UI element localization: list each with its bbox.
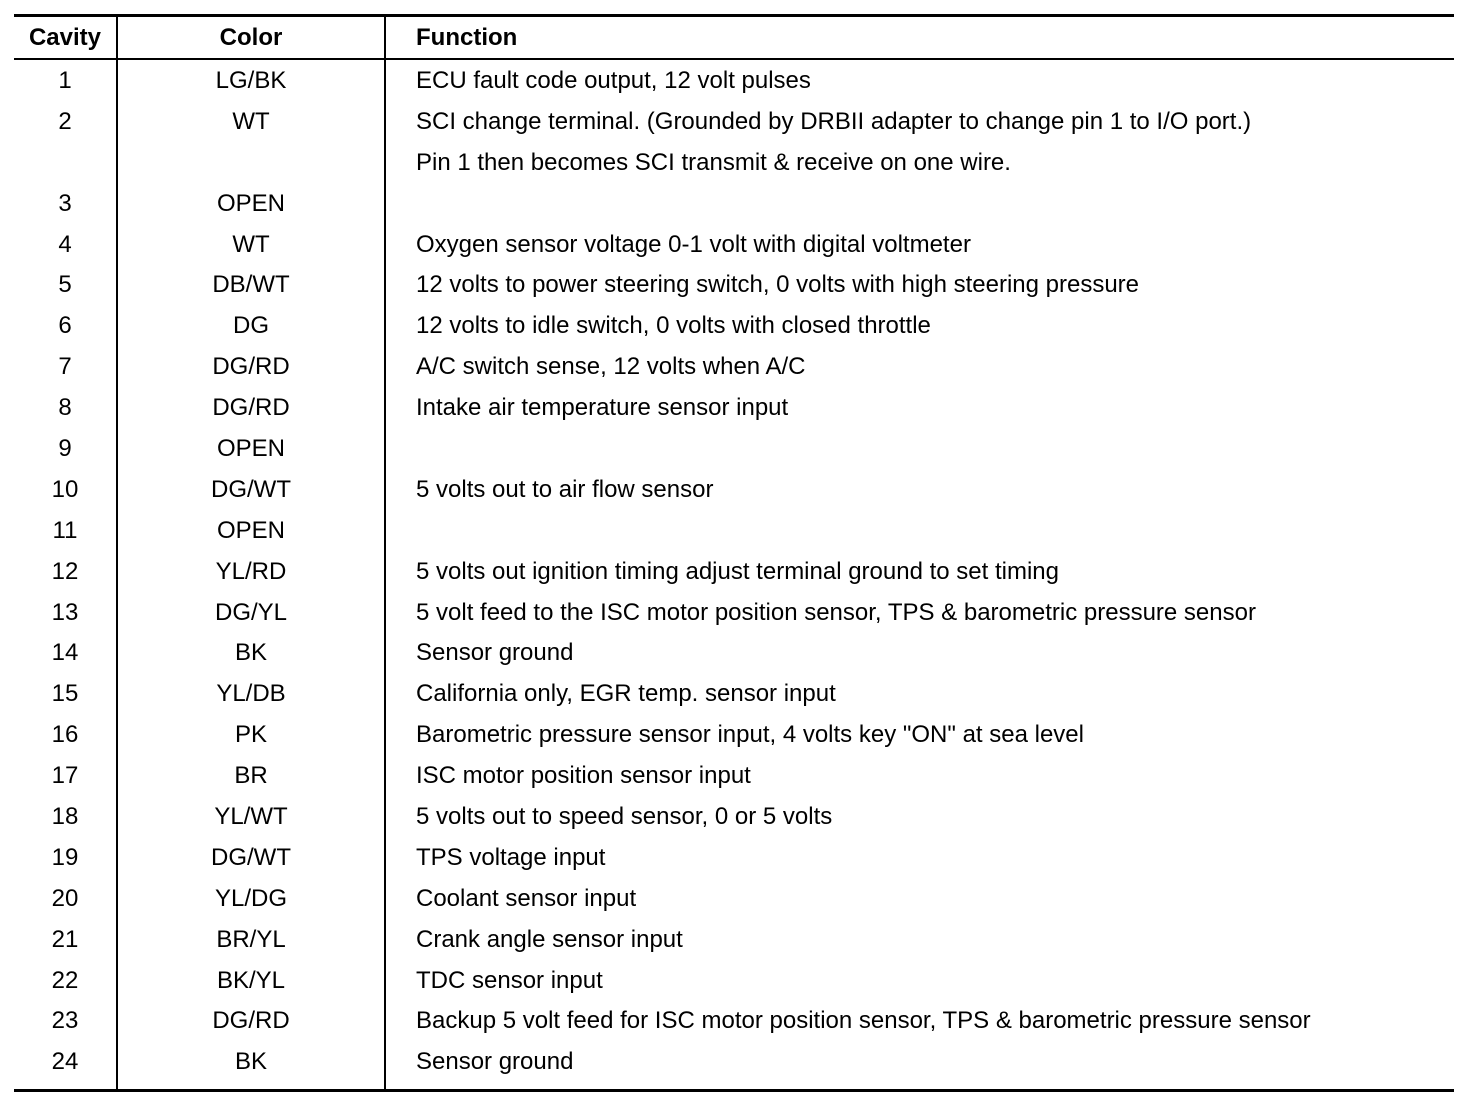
cavity-cell: 6 xyxy=(58,312,72,340)
cavity-cell: 19 xyxy=(51,843,79,871)
cavity-cell: 17 xyxy=(51,762,79,790)
table-header xyxy=(14,17,1454,58)
color-cell: DG/YL xyxy=(214,598,288,626)
cavity-cell: 22 xyxy=(51,966,79,994)
function-cell: California only, EGR temp. sensor input xyxy=(416,680,836,708)
table-row xyxy=(14,102,1454,143)
table-row xyxy=(14,143,1454,184)
cavity-cell: 2 xyxy=(58,107,72,135)
table-row xyxy=(14,1042,1454,1083)
function-cell: 5 volts out ignition timing adjust terminal ground to set timing xyxy=(416,557,1059,585)
function-cell: Oxygen sensor voltage 0-1 volt with digital voltmeter xyxy=(416,230,971,258)
table-row xyxy=(14,184,1454,225)
cavity-cell: 21 xyxy=(51,925,79,953)
table-row xyxy=(14,593,1454,634)
color-cell: DB/WT xyxy=(212,271,290,299)
color-cell: DG/RD xyxy=(212,1007,290,1035)
function-cell: 5 volt feed to the ISC motor position sensor, TPS & barometric pressure sensor xyxy=(416,598,1256,626)
table-row xyxy=(14,633,1454,674)
table-row xyxy=(14,347,1454,388)
function-cell: SCI change terminal. (Grounded by DRBII adapter to change pin 1 to I/O port.) xyxy=(416,107,1252,135)
table-row xyxy=(14,715,1454,756)
function-cell: Barometric pressure sensor input, 4 volts key "ON" at sea level xyxy=(416,721,1084,749)
function-cell: Backup 5 volt feed for ISC motor position sensor, TPS & barometric pressure sensor xyxy=(416,1007,1311,1035)
color-cell: BR/YL xyxy=(216,925,286,953)
table-row xyxy=(14,920,1454,961)
table-row xyxy=(14,756,1454,797)
table-row xyxy=(14,265,1454,306)
color-cell: LG/BK xyxy=(215,67,287,94)
color-cell: DG/RD xyxy=(212,394,290,422)
cavity-cell: 16 xyxy=(51,721,79,749)
color-cell: OPEN xyxy=(216,516,285,544)
cavity-cell: 23 xyxy=(51,1007,79,1035)
color-cell: YL/WT xyxy=(214,803,288,831)
function-cell: Sensor ground xyxy=(416,639,574,667)
function-cell: Sensor ground xyxy=(416,1048,574,1076)
table-header-rule xyxy=(14,58,1454,60)
color-cell: BK xyxy=(234,639,267,667)
cavity-cell: 10 xyxy=(51,475,79,503)
header-cavity: Cavity xyxy=(28,24,102,51)
cavity-cell: 9 xyxy=(58,435,72,463)
table-row xyxy=(14,511,1454,552)
function-cell: 5 volts out to air flow sensor xyxy=(416,475,714,503)
function-cell: Crank angle sensor input xyxy=(416,925,683,953)
function-cell: A/C switch sense, 12 volts when A/C xyxy=(416,353,806,381)
color-cell: DG xyxy=(233,312,269,340)
table-row xyxy=(14,879,1454,920)
color-cell: BK xyxy=(234,1048,267,1076)
function-cell: 12 volts to idle switch, 0 volts with closed throttle xyxy=(416,312,931,340)
cavity-cell: 12 xyxy=(51,557,79,585)
cavity-cell: 24 xyxy=(51,1048,79,1076)
cavity-cell: 20 xyxy=(51,884,79,912)
cavity-cell: 15 xyxy=(51,680,79,708)
cavity-cell: 14 xyxy=(51,639,79,667)
cavity-cell: 4 xyxy=(58,230,72,258)
function-cell: ISC motor position sensor input xyxy=(416,762,751,790)
color-cell: DG/WT xyxy=(211,475,291,503)
color-cell: DG/RD xyxy=(212,353,290,381)
table-row xyxy=(14,470,1454,511)
table-row xyxy=(14,797,1454,838)
table-row xyxy=(14,388,1454,429)
table-body xyxy=(14,61,1454,1083)
function-cell: 12 volts to power steering switch, 0 volts with high steering pressure xyxy=(416,271,1140,299)
table-row xyxy=(14,225,1454,266)
header-function: Function xyxy=(416,24,518,51)
color-cell: BR xyxy=(234,762,268,790)
table-row xyxy=(14,961,1454,1002)
color-cell: PK xyxy=(234,721,267,749)
color-cell: BK/YL xyxy=(216,966,286,994)
cavity-cell: 13 xyxy=(51,598,79,626)
cavity-cell: 11 xyxy=(52,516,78,544)
function-cell: Intake air temperature sensor input xyxy=(416,394,789,422)
function-cell: ECU fault code output, 12 volt pulses xyxy=(416,67,811,94)
color-cell: YL/DB xyxy=(216,680,286,708)
cavity-cell: 3 xyxy=(58,189,72,217)
cavity-cell: 1 xyxy=(58,67,72,94)
color-cell: DG/WT xyxy=(211,843,291,871)
color-cell: WT xyxy=(232,230,270,258)
table-bottom-rule xyxy=(14,1089,1454,1092)
table-row xyxy=(14,838,1454,879)
color-cell: OPEN xyxy=(216,189,285,217)
table-row xyxy=(14,306,1454,347)
cavity-cell: 7 xyxy=(58,353,72,381)
table-row xyxy=(14,429,1454,470)
cavity-cell: 18 xyxy=(51,803,79,831)
color-cell: YL/DG xyxy=(214,884,288,912)
table-row xyxy=(14,552,1454,593)
function-cell: 5 volts out to speed sensor, 0 or 5 volts xyxy=(416,803,833,831)
color-cell: WT xyxy=(232,107,270,135)
table-row xyxy=(14,674,1454,715)
cavity-cell: 8 xyxy=(58,394,72,422)
cavity-cell: 5 xyxy=(58,271,72,299)
function-cell: TPS voltage input xyxy=(416,843,606,871)
function-cell: Pin 1 then becomes SCI transmit & receive on one wire. xyxy=(416,148,1011,176)
color-cell: YL/RD xyxy=(215,557,287,585)
function-cell: Coolant sensor input xyxy=(416,884,637,912)
header-color: Color xyxy=(219,24,283,51)
table-row xyxy=(14,61,1454,102)
table-row xyxy=(14,1001,1454,1042)
function-cell: TDC sensor input xyxy=(416,966,603,994)
color-cell: OPEN xyxy=(216,435,285,463)
